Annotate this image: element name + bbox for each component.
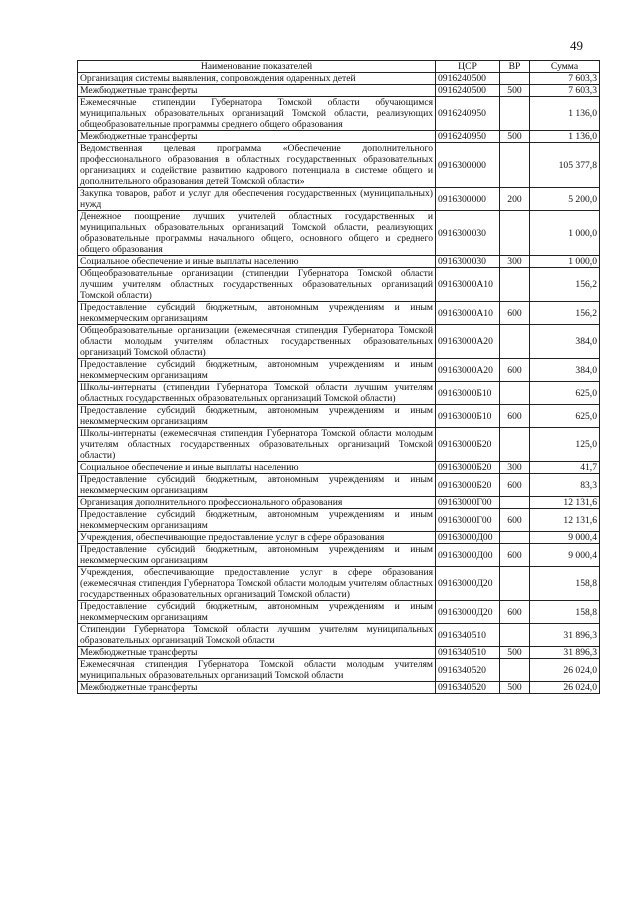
row-name: Закупка товаров, работ и услуг для обеспечения государственных (муниципальных) нужд	[78, 188, 436, 211]
row-csr: 09163000Д00	[436, 532, 500, 544]
row-sum: 1 000,0	[530, 211, 600, 256]
row-name: Предоставление субсидий бюджетным, автономным учреждениям и иным некоммерческим организациям	[78, 601, 436, 624]
row-vr	[500, 97, 530, 131]
row-csr: 0916300030	[436, 256, 500, 268]
row-sum: 1 136,0	[530, 131, 600, 143]
row-sum: 625,0	[530, 382, 600, 405]
row-csr: 0916240500	[436, 73, 500, 85]
row-sum: 1 000,0	[530, 256, 600, 268]
row-csr: 09163000А10	[436, 268, 500, 302]
row-name: Предоставление субсидий бюджетным, автономным учреждениям и иным некоммерческим организациям	[78, 544, 436, 567]
row-sum: 158,8	[530, 567, 600, 601]
table-row	[78, 211, 600, 256]
row-name: Предоставление субсидий бюджетным, автономным учреждениям и иным некоммерческим организациям	[78, 359, 436, 382]
table-row	[78, 601, 600, 624]
row-sum: 158,8	[530, 601, 600, 624]
row-sum: 384,0	[530, 359, 600, 382]
row-name: Социальное обеспечение и иные выплаты населению	[78, 462, 436, 474]
row-csr: 09163000Д20	[436, 601, 500, 624]
row-vr: 500	[500, 647, 530, 659]
row-sum: 156,2	[530, 268, 600, 302]
row-name: Межбюджетные трансферты	[78, 85, 436, 97]
row-vr: 300	[500, 256, 530, 268]
row-name: Ежемесячные стипендии Губернатора Томской области обучающимся муниципальных образовательных организаций Томской области, реализующих общеобразовательные программы среднего общего образования	[78, 97, 436, 131]
table-row	[78, 682, 600, 694]
row-sum: 5 200,0	[530, 188, 600, 211]
row-vr: 600	[500, 474, 530, 497]
table-row	[78, 73, 600, 85]
table-row	[78, 509, 600, 532]
row-sum: 26 024,0	[530, 659, 600, 682]
row-csr: 0916340520	[436, 659, 500, 682]
row-sum: 12 131,6	[530, 509, 600, 532]
row-vr	[500, 325, 530, 359]
row-vr	[500, 143, 530, 188]
table-row	[78, 462, 600, 474]
row-vr	[500, 659, 530, 682]
row-csr: 0916240950	[436, 131, 500, 143]
row-name: Предоставление субсидий бюджетным, автономным учреждениям и иным некоммерческим организациям	[78, 509, 436, 532]
row-vr: 600	[500, 544, 530, 567]
header-vr: ВР	[500, 61, 530, 73]
row-sum: 9 000,4	[530, 532, 600, 544]
table-row	[78, 405, 600, 428]
table-row	[78, 497, 600, 509]
row-vr	[500, 382, 530, 405]
row-csr: 0916300030	[436, 211, 500, 256]
row-csr: 09163000Д20	[436, 567, 500, 601]
row-csr: 09163000Д00	[436, 544, 500, 567]
table-row	[78, 359, 600, 382]
table-body	[78, 73, 600, 694]
table-row	[78, 647, 600, 659]
row-name: Учреждения, обеспечивающие предоставление услуг в сфере образования	[78, 532, 436, 544]
table-row	[78, 256, 600, 268]
row-sum: 7 603,3	[530, 85, 600, 97]
row-sum: 31 896,3	[530, 647, 600, 659]
row-csr: 09163000Б20	[436, 428, 500, 462]
row-sum: 7 603,3	[530, 73, 600, 85]
row-name: Школы-интернаты (стипендии Губернатора Томской области лучшим учителям областных государственных образовательных организаций Томской области)	[78, 382, 436, 405]
row-csr: 09163000А10	[436, 302, 500, 325]
row-name: Денежное поощрение лучших учителей областных государственных и муниципальных образовательных организаций Томской области, реализующих образовательные программы начального общего, основного общего и среднего общего образования	[78, 211, 436, 256]
row-csr: 09163000А20	[436, 359, 500, 382]
row-sum: 625,0	[530, 405, 600, 428]
row-csr: 0916240500	[436, 85, 500, 97]
table-row	[78, 382, 600, 405]
table-row	[78, 131, 600, 143]
row-name: Межбюджетные трансферты	[78, 647, 436, 659]
row-sum: 105 377,8	[530, 143, 600, 188]
row-sum: 384,0	[530, 325, 600, 359]
page-number: 49	[570, 38, 583, 53]
row-csr: 0916340520	[436, 682, 500, 694]
row-csr: 09163000Б20	[436, 462, 500, 474]
row-vr: 600	[500, 509, 530, 532]
row-name: Межбюджетные трансферты	[78, 131, 436, 143]
row-name: Ведомственная целевая программа «Обеспечение дополнительного профессионального образования в областных государственных образовательных организациях и содействие развитию кадрового потенциала в системе общего и дополнительного образования детей Томской области»	[78, 143, 436, 188]
row-vr: 500	[500, 85, 530, 97]
header-name: Наименование показателей	[78, 61, 436, 73]
row-vr: 600	[500, 405, 530, 428]
row-csr: 0916300000	[436, 143, 500, 188]
table-row	[78, 268, 600, 302]
row-name: Организация системы выявления, сопровождения одаренных детей	[78, 73, 436, 85]
row-name: Межбюджетные трансферты	[78, 682, 436, 694]
row-vr	[500, 567, 530, 601]
row-sum: 12 131,6	[530, 497, 600, 509]
row-vr: 500	[500, 131, 530, 143]
row-vr: 300	[500, 462, 530, 474]
row-vr	[500, 624, 530, 647]
row-vr: 500	[500, 682, 530, 694]
row-vr: 600	[500, 359, 530, 382]
table-row	[78, 532, 600, 544]
row-csr: 09163000Б20	[436, 474, 500, 497]
row-vr: 600	[500, 601, 530, 624]
row-name: Предоставление субсидий бюджетным, автономным учреждениям и иным некоммерческим организациям	[78, 302, 436, 325]
row-csr: 0916300000	[436, 188, 500, 211]
table-header-row	[78, 61, 600, 73]
row-csr: 0916340510	[436, 647, 500, 659]
row-name: Предоставление субсидий бюджетным, автономным учреждениям и иным некоммерческим организациям	[78, 405, 436, 428]
row-name: Организация дополнительного профессионального образования	[78, 497, 436, 509]
row-name: Социальное обеспечение и иные выплаты населению	[78, 256, 436, 268]
row-vr	[500, 268, 530, 302]
row-csr: 0916340510	[436, 624, 500, 647]
row-name: Общеобразовательные организации (ежемесячная стипендия Губернатора Томской области молодым учителям областных государственных образовательных организаций Томской области)	[78, 325, 436, 359]
row-sum: 26 024,0	[530, 682, 600, 694]
row-csr: 09163000А20	[436, 325, 500, 359]
table-row	[78, 302, 600, 325]
row-name: Ежемесячная стипендия Губернатора Томской области молодым учителям муниципальных образовательных организаций Томской области	[78, 659, 436, 682]
row-vr	[500, 428, 530, 462]
budget-table	[77, 60, 600, 694]
row-vr	[500, 73, 530, 85]
row-name: Общеобразовательные организации (стипендии Губернатора Томской области лучшим учителям областных государственных образовательных организаций Томской области)	[78, 268, 436, 302]
row-csr: 09163000Г00	[436, 509, 500, 532]
row-vr: 600	[500, 302, 530, 325]
row-sum: 31 896,3	[530, 624, 600, 647]
table-row	[78, 143, 600, 188]
row-sum: 125,0	[530, 428, 600, 462]
row-name: Учреждения, обеспечивающие предоставление услуг в сфере образования (ежемесячная стипендия Губернатора Томской области молодым учителям областных государственных образовательных организаций Томской области)	[78, 567, 436, 601]
table-row	[78, 659, 600, 682]
table-row	[78, 428, 600, 462]
table-row	[78, 567, 600, 601]
table-row	[78, 544, 600, 567]
header-sum: Сумма	[530, 61, 600, 73]
table-row	[78, 97, 600, 131]
row-name: Школы-интернаты (ежемесячная стипендия Губернатора Томской области молодым учителям областных государственных образовательных организаций Томской области)	[78, 428, 436, 462]
row-csr: 0916240950	[436, 97, 500, 131]
row-sum: 1 136,0	[530, 97, 600, 131]
header-csr: ЦСР	[436, 61, 500, 73]
row-vr	[500, 211, 530, 256]
row-csr: 09163000Б10	[436, 405, 500, 428]
table-row	[78, 474, 600, 497]
table-row	[78, 188, 600, 211]
row-vr: 200	[500, 188, 530, 211]
table-row	[78, 85, 600, 97]
row-sum: 41,7	[530, 462, 600, 474]
table-row	[78, 624, 600, 647]
row-vr	[500, 497, 530, 509]
row-name: Стипендии Губернатора Томской области лучшим учителям муниципальных образовательных организаций Томской области	[78, 624, 436, 647]
row-name: Предоставление субсидий бюджетным, автономным учреждениям и иным некоммерческим организациям	[78, 474, 436, 497]
row-csr: 09163000Б10	[436, 382, 500, 405]
table-row	[78, 325, 600, 359]
row-csr: 09163000Г00	[436, 497, 500, 509]
row-vr	[500, 532, 530, 544]
row-sum: 83,3	[530, 474, 600, 497]
row-sum: 156,2	[530, 302, 600, 325]
row-sum: 9 000,4	[530, 544, 600, 567]
